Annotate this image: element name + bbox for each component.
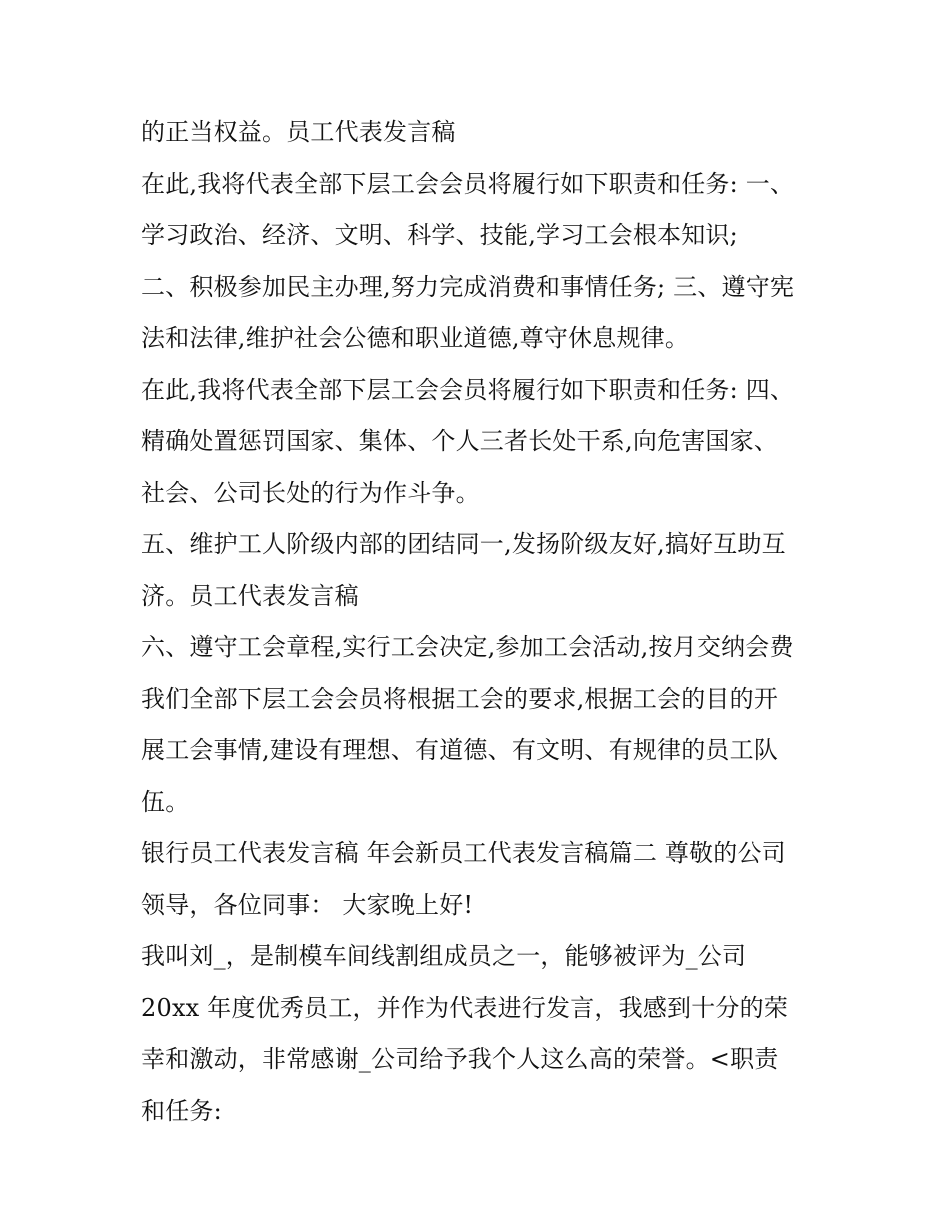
text-line: 银行员工代表发言稿 年会新员工代表发言稿篇二 尊敬的公司: [141, 839, 786, 867]
text-line: 精确处置惩罚国家、集体、个人三者长处干系,向危害国家、: [141, 427, 779, 455]
text-line: 二、积极参加民主办理,努力完成消费和事情任务; 三、遵守宪: [141, 272, 795, 301]
text-line: 五、维护工人阶级内部的团结同一,发扬阶级友好,搞好互助互: [141, 530, 786, 558]
text-line: 的正当权益。员工代表发言稿: [141, 118, 456, 146]
text-line: 领导，各位同事： 大家晚上好!: [141, 890, 474, 919]
text-line: 法和法律,维护社会公德和职业道德,尊守休息规律。: [141, 324, 690, 352]
text-line: 幸和激动，非常感谢_公司给予我个人这么高的荣誉。<职责: [141, 1045, 779, 1073]
text-line: 伍。: [141, 787, 190, 816]
text-line: 20xx 年度优秀员工，并作为代表进行发言，我感到十分的荣: [141, 993, 789, 1022]
text-line: 六、遵守工会章程,实行工会决定,参加工会活动,按月交纳会费: [141, 633, 794, 661]
text-line: 学习政治、经济、文明、科学、技能,学习工会根本知识;: [141, 221, 738, 249]
text-line: 我叫刘_，是制模车间线割组成员之一，能够被评为_公司: [141, 942, 747, 970]
text-line: 在此,我将代表全部下层工会会员将履行如下职责和任务: 一、: [141, 169, 795, 198]
text-line: 展工会事情,建设有理想、有道德、有文明、有规律的员工队: [141, 736, 779, 764]
text-line: 和任务:: [141, 1096, 222, 1125]
body-text: [141, 107, 821, 1137]
text-line: 我们全部下层工会会员将根据工会的要求,根据工会的目的开: [141, 684, 779, 713]
text-line: 在此,我将代表全部下层工会会员将履行如下职责和任务: 四、: [141, 375, 795, 404]
text-line: 社会、公司长处的行为作斗争。: [141, 478, 480, 507]
text-line: 济。员工代表发言稿: [141, 581, 359, 610]
